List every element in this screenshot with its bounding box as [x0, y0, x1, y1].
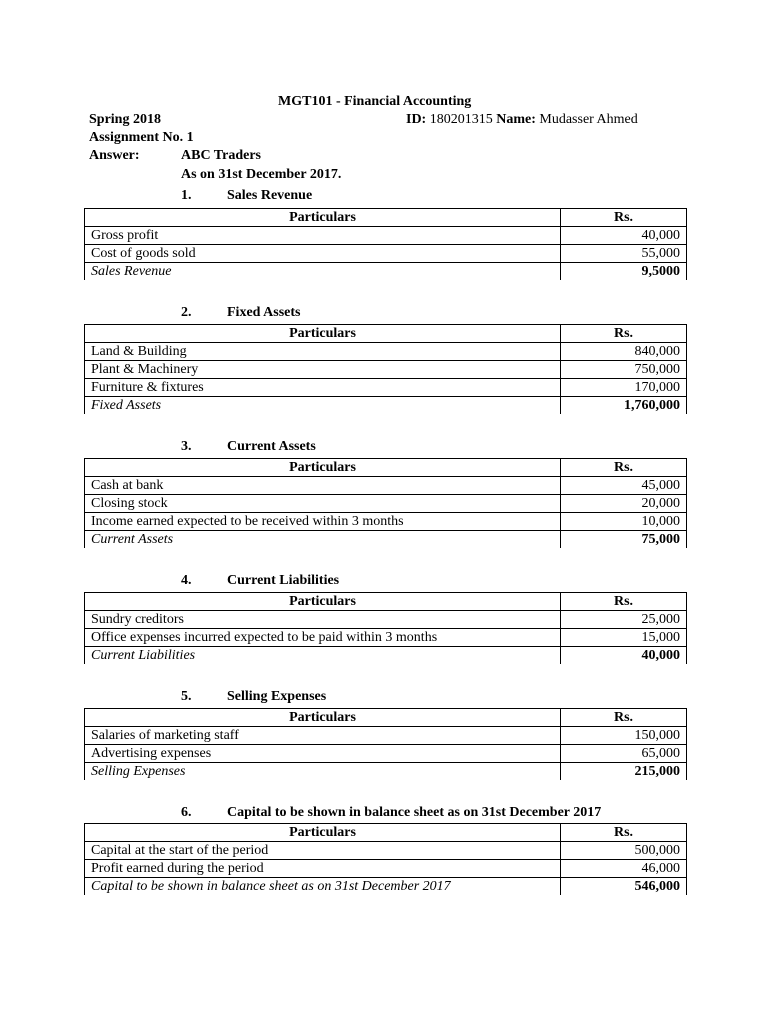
table-header-row: [85, 325, 687, 343]
particulars-table: [84, 458, 687, 548]
company-name: ABC Traders: [181, 148, 261, 163]
course-title: MGT101 - Financial Accounting: [278, 94, 472, 109]
total-label: Capital to be shown in balance sheet as on 31st December 2017: [85, 878, 561, 896]
total-row: [85, 263, 687, 281]
section-title: Current Liabilities: [227, 573, 340, 588]
amount-header: Rs.: [561, 593, 687, 611]
row-label: Gross profit: [85, 227, 561, 245]
assignment-number: Assignment No. 1: [89, 130, 194, 145]
amount-header: Rs.: [561, 209, 687, 227]
row-amount: 840,000: [561, 343, 687, 361]
table-row: [85, 629, 687, 647]
total-row: [85, 763, 687, 781]
particulars-header: Particulars: [85, 209, 561, 227]
total-amount: 215,000: [561, 763, 687, 781]
table-row: [85, 245, 687, 263]
section-title: Selling Expenses: [227, 689, 327, 704]
row-label: Office expenses incurred expected to be paid within 3 months: [85, 629, 561, 647]
particulars-header: Particulars: [85, 824, 561, 842]
id-value: 180201315: [429, 112, 493, 127]
table-row: [85, 513, 687, 531]
total-amount: 546,000: [561, 878, 687, 896]
section-number: 3.: [181, 439, 192, 454]
particulars-table: [84, 208, 687, 280]
section-title: Current Assets: [227, 439, 316, 454]
section-number: 4.: [181, 573, 192, 588]
section-title: Capital to be shown in balance sheet as on 31st December 2017: [227, 805, 602, 820]
table-header-row: [85, 459, 687, 477]
row-label: Sundry creditors: [85, 611, 561, 629]
row-amount: 750,000: [561, 361, 687, 379]
row-label: Cash at bank: [85, 477, 561, 495]
answer-label: Answer:: [89, 148, 140, 163]
table-row: [85, 227, 687, 245]
row-label: Furniture & fixtures: [85, 379, 561, 397]
total-amount: 9,5000: [561, 263, 687, 281]
table-row: [85, 611, 687, 629]
total-label: Fixed Assets: [85, 397, 561, 415]
total-label: Selling Expenses: [85, 763, 561, 781]
name-value: Mudasser Ahmed: [539, 112, 638, 127]
semester: Spring 2018: [89, 112, 161, 127]
row-label: Land & Building: [85, 343, 561, 361]
particulars-table: [84, 592, 687, 664]
table-row: [85, 745, 687, 763]
section-number: 6.: [181, 805, 192, 820]
particulars-header: Particulars: [85, 593, 561, 611]
total-row: [85, 647, 687, 665]
row-label: Advertising expenses: [85, 745, 561, 763]
table-header-row: [85, 209, 687, 227]
name-label: Name:: [496, 112, 536, 127]
row-label: Income earned expected to be received within 3 months: [85, 513, 561, 531]
total-row: [85, 531, 687, 549]
section-number: 2.: [181, 305, 192, 320]
row-amount: 25,000: [561, 611, 687, 629]
section-number: 1.: [181, 188, 192, 203]
row-amount: 46,000: [561, 860, 687, 878]
total-amount: 75,000: [561, 531, 687, 549]
total-amount: 40,000: [561, 647, 687, 665]
row-label: Cost of goods sold: [85, 245, 561, 263]
row-amount: 40,000: [561, 227, 687, 245]
section-title: Sales Revenue: [227, 188, 313, 203]
row-amount: 65,000: [561, 745, 687, 763]
row-label: Plant & Machinery: [85, 361, 561, 379]
row-amount: 10,000: [561, 513, 687, 531]
total-label: Sales Revenue: [85, 263, 561, 281]
row-amount: 500,000: [561, 842, 687, 860]
particulars-header: Particulars: [85, 325, 561, 343]
table-header-row: [85, 824, 687, 842]
particulars-table: [84, 823, 687, 895]
table-header-row: [85, 709, 687, 727]
row-amount: 15,000: [561, 629, 687, 647]
section-title: Fixed Assets: [227, 305, 301, 320]
row-amount: 55,000: [561, 245, 687, 263]
row-amount: 20,000: [561, 495, 687, 513]
table-row: [85, 727, 687, 745]
row-amount: 170,000: [561, 379, 687, 397]
particulars-table: [84, 324, 687, 414]
total-label: Current Assets: [85, 531, 561, 549]
row-amount: 150,000: [561, 727, 687, 745]
table-row: [85, 361, 687, 379]
section-number: 5.: [181, 689, 192, 704]
row-label: Closing stock: [85, 495, 561, 513]
row-label: Profit earned during the period: [85, 860, 561, 878]
table-row: [85, 379, 687, 397]
particulars-header: Particulars: [85, 709, 561, 727]
student-info: [406, 111, 638, 129]
particulars-table: [84, 708, 687, 780]
row-amount: 45,000: [561, 477, 687, 495]
amount-header: Rs.: [561, 459, 687, 477]
as-on-date: As on 31st December 2017.: [181, 167, 342, 182]
particulars-header: Particulars: [85, 459, 561, 477]
table-row: [85, 842, 687, 860]
table-header-row: [85, 593, 687, 611]
table-row: [85, 495, 687, 513]
total-row: [85, 878, 687, 896]
id-label: ID:: [406, 112, 427, 127]
amount-header: Rs.: [561, 824, 687, 842]
total-row: [85, 397, 687, 415]
amount-header: Rs.: [561, 709, 687, 727]
total-label: Current Liabilities: [85, 647, 561, 665]
amount-header: Rs.: [561, 325, 687, 343]
table-row: [85, 343, 687, 361]
total-amount: 1,760,000: [561, 397, 687, 415]
table-row: [85, 860, 687, 878]
table-row: [85, 477, 687, 495]
row-label: Capital at the start of the period: [85, 842, 561, 860]
row-label: Salaries of marketing staff: [85, 727, 561, 745]
